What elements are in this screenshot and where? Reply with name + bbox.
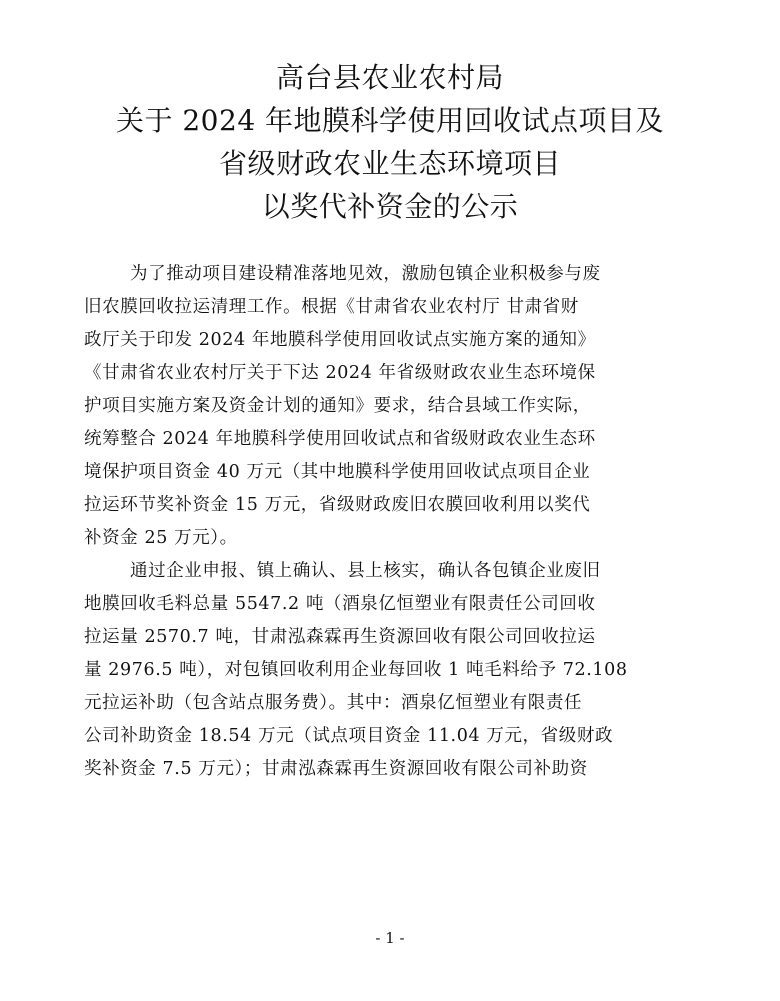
paragraph-2 xyxy=(84,555,696,786)
title-line: 关于 2024 年地膜科学使用回收试点项目及 xyxy=(115,104,665,137)
paragraph-line: 地膜回收毛料总量 5547.2 吨（酒泉亿恒塑业有限责任公司回收 xyxy=(84,594,596,614)
paragraph-line: 量 2976.5 吨），对包镇回收利用企业每回收 1 吨毛料给予 72.108 xyxy=(84,660,628,680)
paragraph-line: 补资金 25 万元）。 xyxy=(84,528,238,548)
document-title xyxy=(0,56,780,228)
paragraph-line: 境保护项目资金 40 万元（其中地膜科学使用回收试点项目企业 xyxy=(84,462,591,482)
paragraph-line: 奖补资金 7.5 万元）；甘肃泓森霖再生资源回收有限公司补助资 xyxy=(84,759,588,779)
paragraph-line: 拉运环节奖补资金 15 万元，省级财政废旧农膜回收利用以奖代 xyxy=(84,495,591,515)
paragraph-line: 旧农膜回收拉运清理工作。根据《甘肃省农业农村厅 甘肃省财 xyxy=(84,297,579,317)
paragraph-line: 通过企业申报、镇上确认、县上核实，确认各包镇企业废旧 xyxy=(130,561,601,581)
paragraph-line: 拉运量 2570.7 吨，甘肃泓森霖再生资源回收有限公司回收拉运 xyxy=(84,627,596,647)
title-line: 省级财政农业生态环境项目 xyxy=(218,147,561,180)
paragraph-line: 为了推动项目建设精准落地见效，激励包镇企业积极参与废 xyxy=(130,264,601,284)
paragraph-line: 公司补助资金 18.54 万元（试点项目资金 11.04 万元，省级财政 xyxy=(84,726,614,746)
title-line: 高台县农业农村局 xyxy=(275,61,504,94)
paragraph-line: 政厅关于印发 2024 年地膜科学使用回收试点实施方案的通知》 xyxy=(84,330,596,350)
page-number: - 1 - xyxy=(375,929,405,947)
paragraph-line: 统筹整合 2024 年地膜科学使用回收试点和省级财政农业生态环 xyxy=(84,429,596,449)
paragraph-line: 护项目实施方案及资金计划的通知》要求，结合县域工作实际， xyxy=(84,396,591,416)
document-body xyxy=(84,258,696,786)
title-line: 以奖代补资金的公示 xyxy=(261,190,519,223)
paragraph-1 xyxy=(84,258,696,555)
paragraph-line: 元拉运补助（包含站点服务费）。其中：酒泉亿恒塑业有限责任 xyxy=(84,693,583,713)
paragraph-line: 《甘肃省农业农村厅关于下达 2024 年省级财政农业生态环境保 xyxy=(84,363,596,383)
